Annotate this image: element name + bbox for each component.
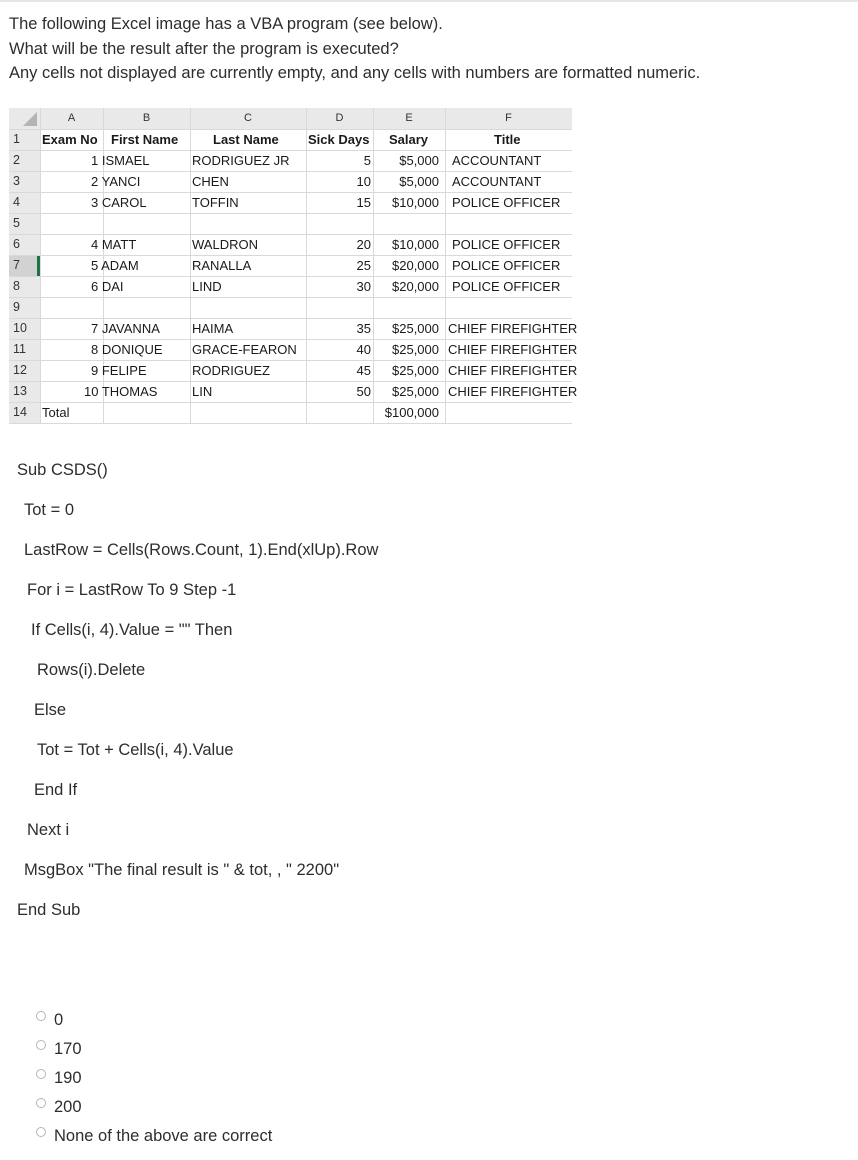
col-header-a[interactable]: A xyxy=(67,112,76,124)
cell-e4[interactable]: $10,000 xyxy=(392,195,439,210)
code-line: LastRow = Cells(Rows.Count, 1).End(xlUp).Row xyxy=(24,541,379,559)
cell-d2[interactable]: 5 xyxy=(363,153,371,168)
row-number[interactable]: 1 xyxy=(13,132,20,146)
code-line: For i = LastRow To 9 Step -1 xyxy=(27,581,237,599)
row-number[interactable]: 12 xyxy=(13,363,27,377)
radio-button[interactable] xyxy=(36,1040,46,1050)
cell-c2[interactable]: RODRIGUEZ JR xyxy=(192,153,290,168)
option-label[interactable]: 200 xyxy=(54,1097,82,1116)
cell-f10[interactable]: CHIEF FIREFIGHTER xyxy=(448,321,578,336)
cell-e13[interactable]: $25,000 xyxy=(392,384,439,399)
row-number[interactable]: 9 xyxy=(13,300,20,314)
cell-c11[interactable]: GRACE-FEARON xyxy=(192,342,297,357)
cell-e8[interactable]: $20,000 xyxy=(392,279,439,294)
cell-f13[interactable]: CHIEF FIREFIGHTER xyxy=(448,384,578,399)
row-number[interactable]: 14 xyxy=(13,405,27,419)
cell-d7[interactable]: 25 xyxy=(356,258,371,273)
row-number[interactable]: 11 xyxy=(13,342,26,356)
code-line: Rows(i).Delete xyxy=(37,661,146,679)
cell-a14-total-label[interactable]: Total xyxy=(42,405,70,420)
cell-b13[interactable]: 10 THOMAS xyxy=(84,384,158,399)
cell-b8[interactable]: 6 DAI xyxy=(91,279,124,294)
code-line: End Sub xyxy=(17,901,81,919)
option-label[interactable]: 170 xyxy=(54,1039,82,1058)
question-text xyxy=(9,12,700,86)
option-label[interactable]: 0 xyxy=(54,1010,64,1029)
code-line: Tot = Tot + Cells(i, 4).Value xyxy=(37,741,234,759)
cell-c12[interactable]: RODRIGUEZ xyxy=(192,363,270,378)
question-line-2: What will be the result after the program is executed? xyxy=(9,39,399,58)
cell-f3[interactable]: ACCOUNTANT xyxy=(452,174,542,189)
option-label[interactable]: 190 xyxy=(54,1068,82,1087)
cell-d1-header[interactable]: Sick Days xyxy=(308,132,370,147)
excel-sheet-image xyxy=(9,108,578,424)
question-line-1: The following Excel image has a VBA program (see below). xyxy=(9,15,443,33)
cell-b2[interactable]: 1 ISMAEL xyxy=(91,153,150,168)
col-header-c[interactable]: C xyxy=(244,112,252,124)
cell-c8[interactable]: LIND xyxy=(192,279,222,294)
code-line: Sub CSDS() xyxy=(17,461,108,479)
cell-c13[interactable]: LIN xyxy=(192,384,213,399)
cell-c4[interactable]: TOFFIN xyxy=(192,195,239,210)
answer-option-5[interactable] xyxy=(36,1125,272,1147)
cell-e1-header[interactable]: Salary xyxy=(389,132,429,147)
row-number-selected[interactable]: 7 xyxy=(13,258,20,272)
row-number[interactable]: 3 xyxy=(13,174,20,188)
row-number[interactable]: 2 xyxy=(13,153,20,167)
question-line-3: Any cells not displayed are currently empty, and any cells with numbers are formatted numeric. xyxy=(9,64,701,82)
cell-e10[interactable]: $25,000 xyxy=(392,321,439,336)
cell-f2[interactable]: ACCOUNTANT xyxy=(452,153,542,168)
answer-option-1[interactable] xyxy=(36,1009,63,1031)
row-number[interactable]: 6 xyxy=(13,237,20,251)
cell-e7[interactable]: $20,000 xyxy=(392,258,439,273)
cell-d4[interactable]: 15 xyxy=(356,195,371,210)
option-label[interactable]: None of the above are correct xyxy=(54,1126,273,1145)
cell-a1-header[interactable]: Exam No xyxy=(42,132,98,147)
cell-d6[interactable]: 20 xyxy=(356,237,371,252)
cell-b1-header[interactable]: First Name xyxy=(111,132,179,147)
cell-b3[interactable]: 2 YANCI xyxy=(91,174,141,189)
cell-b6[interactable]: 4 MATT xyxy=(91,237,137,252)
cell-c1-header[interactable]: Last Name xyxy=(213,132,279,147)
cell-c6[interactable]: WALDRON xyxy=(192,237,258,252)
cell-e2[interactable]: $5,000 xyxy=(399,153,439,168)
answer-option-4[interactable] xyxy=(36,1096,82,1118)
cell-e11[interactable]: $25,000 xyxy=(392,342,439,357)
row-number[interactable]: 4 xyxy=(13,195,20,209)
cell-e3[interactable]: $5,000 xyxy=(399,174,439,189)
cell-f1-header[interactable]: Title xyxy=(494,132,521,147)
cell-f8[interactable]: POLICE OFFICER xyxy=(452,279,561,294)
cell-d8[interactable]: 30 xyxy=(356,279,371,294)
cell-b7[interactable]: 5 ADAM xyxy=(91,258,139,273)
radio-button[interactable] xyxy=(36,1011,46,1021)
cell-d13[interactable]: 50 xyxy=(356,384,371,399)
cell-b10[interactable]: 7 JAVANNA xyxy=(91,321,160,336)
code-line: Else xyxy=(34,701,67,719)
cell-b11[interactable]: 8 DONIQUE xyxy=(91,342,163,357)
cell-f7[interactable]: POLICE OFFICER xyxy=(452,258,561,273)
col-header-f[interactable]: F xyxy=(505,112,512,124)
row-number[interactable]: 5 xyxy=(13,216,20,230)
cell-f11[interactable]: CHIEF FIREFIGHTER xyxy=(448,342,578,357)
cell-e14-total-value[interactable]: $100,000 xyxy=(384,405,439,420)
cell-c3[interactable]: CHEN xyxy=(192,174,229,189)
radio-button[interactable] xyxy=(36,1098,46,1108)
cell-d11[interactable]: 40 xyxy=(356,342,371,357)
cell-c10[interactable]: HAIMA xyxy=(192,321,234,336)
cell-b4[interactable]: 3 CAROL xyxy=(91,195,147,210)
code-line: End If xyxy=(34,781,78,799)
cell-c7[interactable]: RANALLA xyxy=(192,258,252,273)
answer-option-3[interactable] xyxy=(36,1067,82,1089)
row-number[interactable]: 10 xyxy=(13,321,27,335)
cell-d3[interactable]: 10 xyxy=(356,174,371,189)
cell-d12[interactable]: 45 xyxy=(356,363,371,378)
answer-option-2[interactable] xyxy=(36,1038,82,1060)
cell-f12[interactable]: CHIEF FIREFIGHTER xyxy=(448,363,578,378)
cell-e12[interactable]: $25,000 xyxy=(392,363,439,378)
cell-f4[interactable]: POLICE OFFICER xyxy=(452,195,561,210)
code-line: Tot = 0 xyxy=(24,501,74,519)
cell-d10[interactable]: 35 xyxy=(356,321,371,336)
col-header-e[interactable]: E xyxy=(405,112,413,124)
cell-b12[interactable]: 9 FELIPE xyxy=(91,363,147,378)
col-header-b[interactable]: B xyxy=(142,112,151,124)
row-number[interactable]: 8 xyxy=(13,279,20,293)
cell-e6[interactable]: $10,000 xyxy=(392,237,439,252)
cell-f6[interactable]: POLICE OFFICER xyxy=(452,237,561,252)
code-line: MsgBox "The final result is " & tot, , " 2200" xyxy=(24,861,340,879)
code-line: Next i xyxy=(27,821,70,839)
col-header-d[interactable]: D xyxy=(335,112,344,124)
radio-button[interactable] xyxy=(36,1069,46,1079)
radio-button[interactable] xyxy=(36,1127,46,1137)
row-number[interactable]: 13 xyxy=(13,384,27,398)
code-line: If Cells(i, 4).Value = "" Then xyxy=(31,621,233,639)
top-divider xyxy=(0,0,858,2)
